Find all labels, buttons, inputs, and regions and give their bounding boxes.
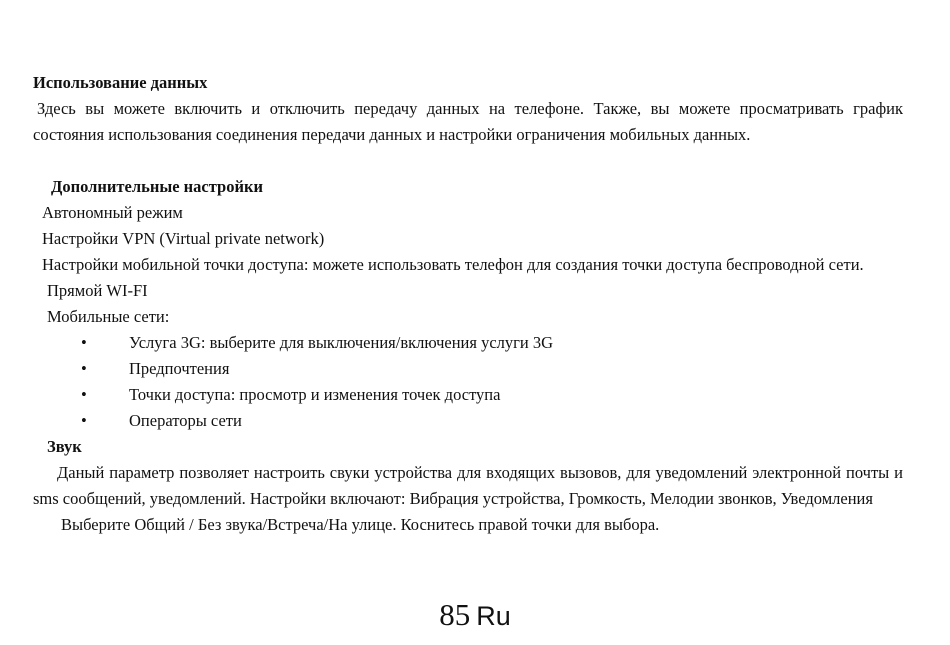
item-airplane-mode: Автономный режим (42, 203, 183, 222)
list-item-text: Операторы сети (129, 411, 242, 430)
bullet-icon: • (81, 385, 87, 404)
mobile-networks-list (33, 330, 903, 434)
list-item-text: Предпочтения (129, 359, 230, 378)
bullet-icon: • (81, 359, 87, 378)
heading-data-usage: Использование данных (33, 73, 208, 92)
bullet-icon: • (81, 411, 87, 430)
item-vpn-settings: Настройки VPN (Virtual private network) (42, 229, 325, 248)
bullet-icon: • (81, 333, 87, 352)
list-item (33, 408, 903, 434)
item-wifi-direct: Прямой WI-FI (47, 281, 148, 300)
heading-additional-settings: Дополнительные настройки (51, 177, 263, 196)
list-item-text: Точки доступа: просмотр и изменения точек доступа (129, 385, 501, 404)
list-item (33, 356, 903, 382)
page-footer (0, 597, 950, 638)
document-page (33, 70, 903, 538)
language-label: Ru (476, 601, 511, 631)
paragraph-sound-instruction: Выберите Общий / Без звука/Встреча/На улице. Коснитесь правой точки для выбора. (61, 515, 660, 534)
item-hotspot-settings: Настройки мобильной точки доступа: можете использовать телефон для создания точки доступа беспроводной сети. (42, 255, 864, 274)
paragraph-data-usage: Здесь вы можете включить и отключить передачу данных на телефоне. Также, вы можете просматривать график состояния использования соединения передачи данных и настройки ограничения мобильных данных. (33, 99, 903, 144)
paragraph-sound: Даный параметр позволяет настроить свуки устройства для входящих вызовов, для уведомлений электронной почты и sms сообщений, уведомлений. Настройки включают: Вибрация устройства, Громкость, Мелодии звонков, Уведомления (33, 463, 903, 508)
list-item (33, 330, 903, 356)
page-number: 85 (439, 597, 471, 632)
blank-line (33, 148, 903, 174)
list-item (33, 382, 903, 408)
heading-sound: Звук (47, 437, 82, 456)
item-mobile-networks: Мобильные сети: (47, 307, 170, 326)
list-item-text: Услуга 3G: выберите для выключения/включения услуги 3G (129, 333, 554, 352)
